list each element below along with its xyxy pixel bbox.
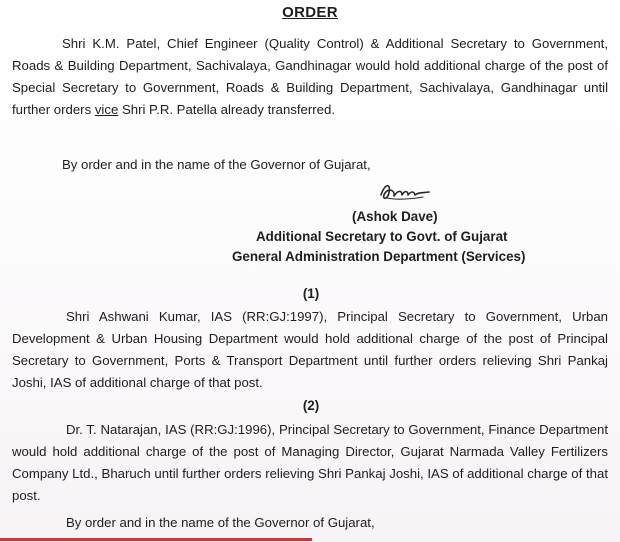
item-number: (2): [302, 398, 320, 413]
signatory-name: (Ashok Dave): [352, 209, 438, 224]
order-paragraph-text: Shri K.M. Patel, Chief Engineer (Quality Control) & Additional Secretary to Government, Roads & Building Department, Sachivalaya, Gandhinagar would hold additional charge of the post of Special Secretary to Government, Roads & Building Department, Sachivalaya, Gandhinagar until further orders: [12, 36, 608, 117]
signatory-department: General Administration Department (Services): [232, 249, 526, 264]
vice-word: vice: [94, 102, 119, 117]
item-paragraph: Shri Ashwani Kumar, IAS (RR:GJ:1997), Principal Secretary to Government, Urban Development & Urban Housing Department would hold additional charge of the post of Principal Secretary to Government, Ports & Transport Department until further orders relieving Shri Pankaj Joshi, IAS of additional charge of that post.: [12, 309, 608, 390]
item-paragraph: Dr. T. Natarajan, IAS (RR:GJ:1996), Principal Secretary to Government, Finance Department would hold additional charge of the post of Managing Director, Gujarat Narmada Valley Fertilizers Company Ltd., Bharuch until further orders relieving Shri Pankaj Joshi, IAS of additional charge of that post.: [12, 422, 608, 503]
signature-mark: [377, 181, 435, 205]
order-paragraph-text-end: Shri P.R. Patella already transferred.: [118, 102, 336, 117]
order-paragraph: [12, 33, 608, 121]
by-order-line-1: By order and in the name of the Governor of Gujarat,: [62, 157, 371, 172]
order-title: ORDER: [282, 4, 338, 21]
signatory-title: Additional Secretary to Govt. of Gujarat: [256, 229, 508, 244]
item-number: (1): [302, 286, 320, 301]
by-order-line-2: By order and in the name of the Governor of Gujarat,: [66, 515, 375, 530]
bottom-rule: [0, 538, 312, 541]
